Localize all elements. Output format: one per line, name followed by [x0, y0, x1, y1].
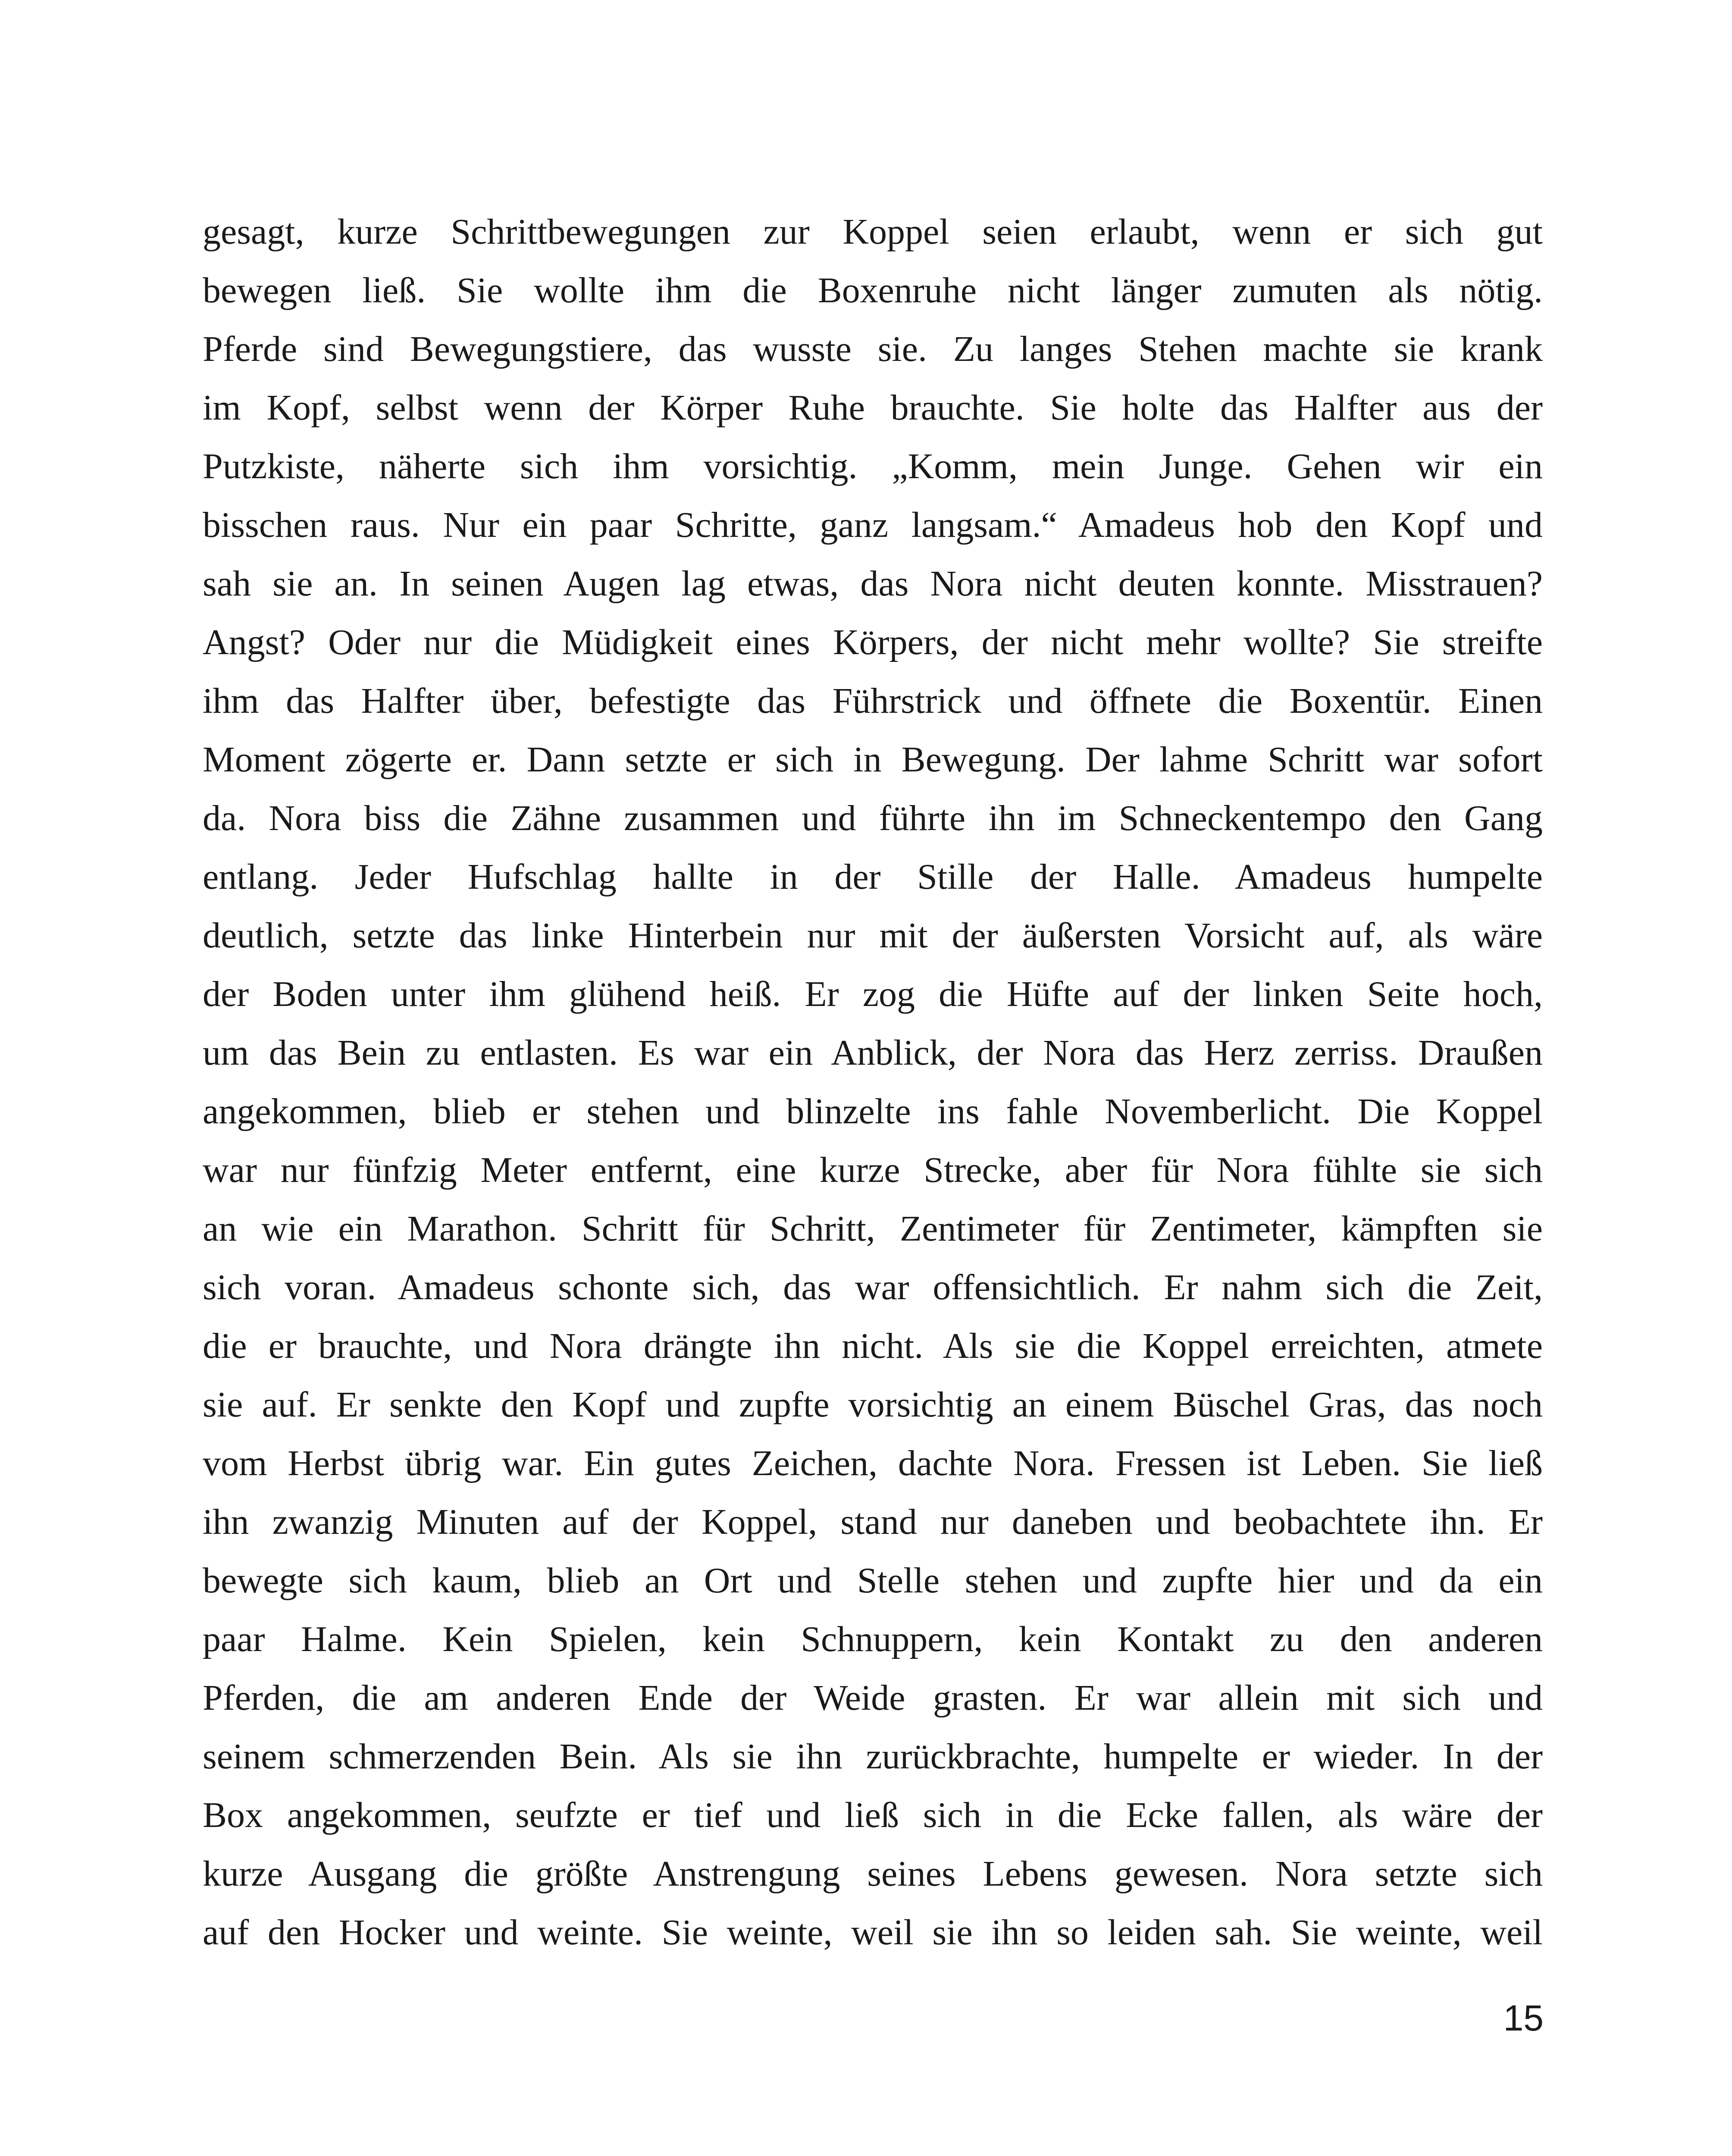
text-line: seinem schmerzenden Bein. Als sie ihn zurückbrachte, humpelte er wieder. In der — [203, 1736, 1543, 1777]
text-line: im Kopf, selbst wenn der Körper Ruhe brauchte. Sie holte das Halfter aus der — [203, 388, 1543, 428]
text-line: paar Halme. Kein Spielen, kein Schnuppern, kein Kontakt zu den anderen — [203, 1619, 1543, 1659]
text-line: entlang. Jeder Hufschlag hallte in der Stille der Halle. Amadeus humpelte — [203, 857, 1543, 897]
text-line: vom Herbst übrig war. Ein gutes Zeichen, dachte Nora. Fressen ist Leben. Sie ließ — [203, 1443, 1543, 1483]
text-line: die er brauchte, und Nora drängte ihn nicht. Als sie die Koppel erreichten, atmete — [203, 1326, 1543, 1366]
text-line: ihm das Halfter über, befestigte das Führstrick und öffnete die Boxentür. Einen — [203, 681, 1543, 721]
text-line: Moment zögerte er. Dann setzte er sich in Bewegung. Der lahme Schritt war sofort — [203, 740, 1543, 780]
text-line: sie auf. Er senkte den Kopf und zupfte vorsichtig an einem Büschel Gras, das noch — [203, 1385, 1543, 1425]
text-line: gesagt, kurze Schrittbewegungen zur Koppel seien erlaubt, wenn er sich gut — [203, 212, 1543, 252]
text-line: deutlich, setzte das linke Hinterbein nur mit der äußersten Vorsicht auf, als wäre — [203, 915, 1543, 956]
text-line: bewegte sich kaum, blieb an Ort und Stelle stehen und zupfte hier und da ein — [203, 1561, 1543, 1601]
text-line: war nur fünfzig Meter entfernt, eine kurze Strecke, aber für Nora fühlte sie sich — [203, 1150, 1543, 1190]
text-line: Angst? Oder nur die Müdigkeit eines Körpers, der nicht mehr wollte? Sie streifte — [203, 622, 1543, 662]
text-line: angekommen, blieb er stehen und blinzelte ins fahle Novemberlicht. Die Koppel — [203, 1091, 1543, 1131]
text-line: sich voran. Amadeus schonte sich, das war offensichtlich. Er nahm sich die Zeit, — [203, 1267, 1543, 1307]
body-text — [203, 203, 1543, 1962]
text-line: an wie ein Marathon. Schritt für Schritt, Zentimeter für Zentimeter, kämpften sie — [203, 1209, 1543, 1249]
text-line: da. Nora biss die Zähne zusammen und führte ihn im Schneckentempo den Gang — [203, 798, 1543, 838]
text-line: der Boden unter ihm glühend heiß. Er zog die Hüfte auf der linken Seite hoch, — [203, 974, 1543, 1014]
text-line: ihn zwanzig Minuten auf der Koppel, stand nur daneben und beobachtete ihn. Er — [203, 1502, 1543, 1542]
text-line: Putzkiste, näherte sich ihm vorsichtig. „Komm, mein Junge. Gehen wir ein — [203, 446, 1543, 486]
text-line: bewegen ließ. Sie wollte ihm die Boxenruhe nicht länger zumuten als nötig. — [203, 270, 1543, 310]
page-number: 15 — [1503, 1998, 1544, 2038]
text-line: Pferden, die am anderen Ende der Weide grasten. Er war allein mit sich und — [203, 1678, 1543, 1718]
text-line: kurze Ausgang die größte Anstrengung seines Lebens gewesen. Nora setzte sich — [203, 1854, 1543, 1894]
text-line: Box angekommen, seufzte er tief und ließ sich in die Ecke fallen, als wäre der — [203, 1795, 1543, 1835]
text-line: um das Bein zu entlasten. Es war ein Anblick, der Nora das Herz zerriss. Draußen — [203, 1033, 1543, 1073]
text-line: bisschen raus. Nur ein paar Schritte, ganz langsam.“ Amadeus hob den Kopf und — [203, 505, 1543, 545]
text-line: Pferde sind Bewegungstiere, das wusste sie. Zu langes Stehen machte sie krank — [203, 329, 1543, 369]
text-line: auf den Hocker und weinte. Sie weinte, weil sie ihn so leiden sah. Sie weinte, weil — [203, 1912, 1543, 1952]
text-line: sah sie an. In seinen Augen lag etwas, das Nora nicht deuten konnte. Misstrauen? — [203, 564, 1543, 604]
